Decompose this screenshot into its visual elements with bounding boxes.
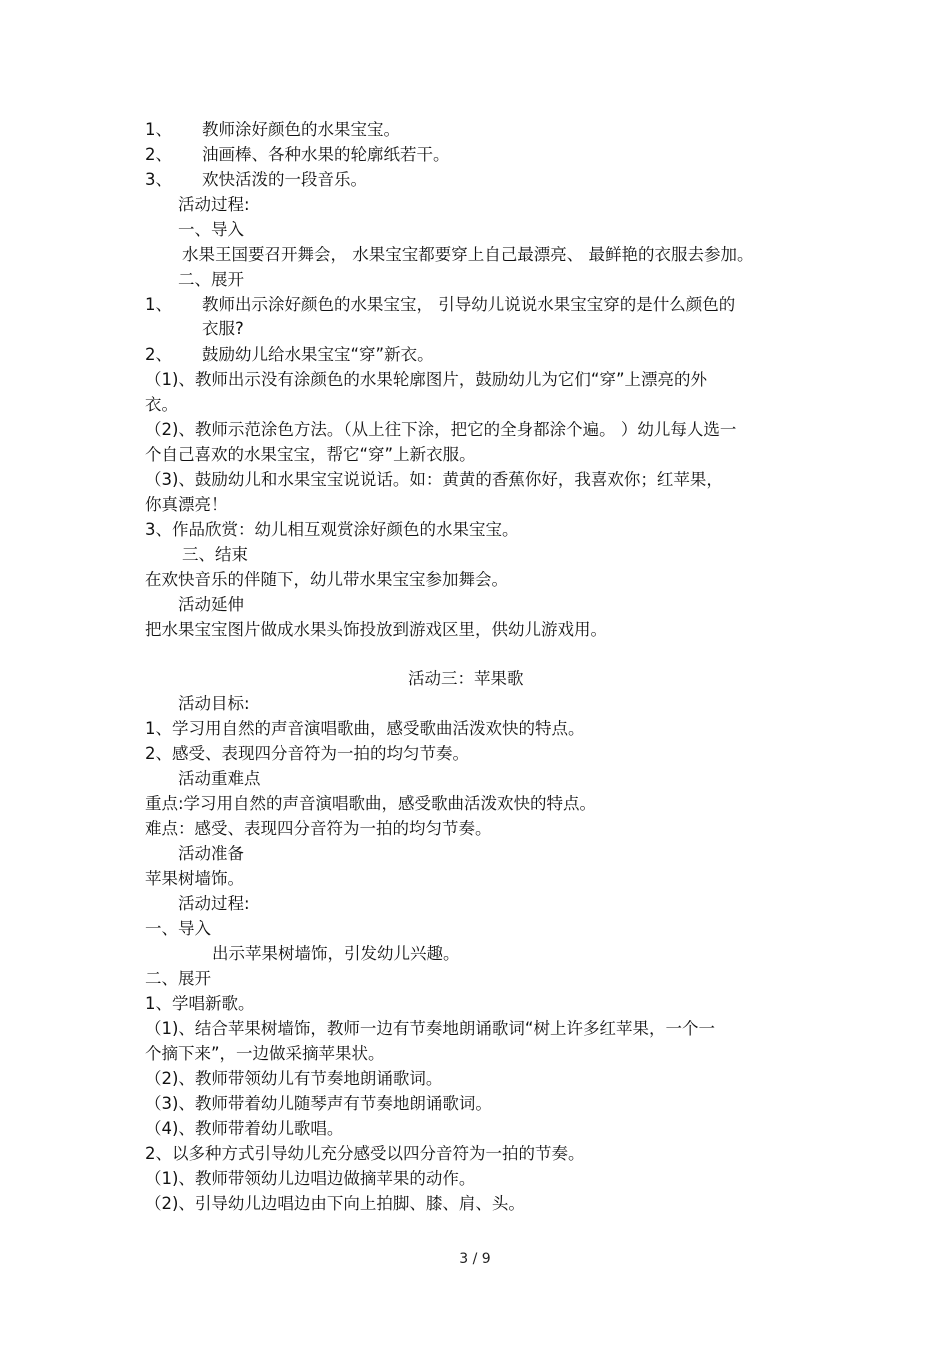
paragraph-text: 在欢快音乐的伴随下，幼儿带水果宝宝参加舞会。 — [145, 570, 508, 589]
paragraph-text: 个自己喜欢的水果宝宝，帮它“穿”上新衣服。 — [145, 445, 476, 464]
list-number: 3、 — [145, 170, 172, 189]
section-heading: 活动准备 — [178, 844, 244, 863]
section-heading: 活动过程: — [178, 195, 250, 214]
section-heading: 一、导入 — [178, 220, 244, 239]
section-heading: 二、展开 — [145, 969, 211, 988]
paragraph-text: （1)、教师带领幼儿边唱边做摘苹果的动作。 — [145, 1169, 476, 1188]
paragraph-text: （2)、教师示范涂色方法。（从上往下涂，把它的全身都涂个遍。 ）幼儿每人选一 — [145, 420, 737, 439]
paragraph-text: 出示苹果树墙饰，引发幼儿兴趣。 — [212, 944, 460, 963]
section-heading: 一、导入 — [145, 919, 211, 938]
paragraph-text: 衣。 — [145, 395, 178, 414]
paragraph-text: 苹果树墙饰。 — [145, 869, 244, 888]
paragraph-text: （1)、结合苹果树墙饰，教师一边有节奏地朗诵歌词“树上许多红苹果，一个一 — [145, 1019, 715, 1038]
list-text: 教师涂好颜色的水果宝宝。 — [202, 120, 400, 139]
paragraph-text: （1)、教师出示没有涂颜色的水果轮廓图片，鼓励幼儿为它们“穿”上漂亮的外 — [145, 370, 708, 389]
section-heading: 三、结束 — [182, 545, 248, 564]
list-number: 1、 — [145, 120, 172, 139]
paragraph-text: 1、学唱新歌。 — [145, 994, 255, 1013]
section-heading: 活动过程: — [178, 894, 250, 913]
section-heading: 二、展开 — [178, 270, 244, 289]
list-text: 教师出示涂好颜色的水果宝宝， 引导幼儿说说水果宝宝穿的是什么颜色的 — [202, 295, 736, 314]
paragraph-text: 水果王国要召开舞会， 水果宝宝都要穿上自己最漂亮、 最鲜艳的衣服去参加。 — [182, 245, 754, 264]
paragraph-text: 2、感受、表现四分音符为一拍的均匀节奏。 — [145, 744, 469, 763]
section-heading: 活动目标: — [178, 694, 250, 713]
list-number: 2、 — [145, 345, 172, 364]
paragraph-text: 2、以多种方式引导幼儿充分感受以四分音符为一拍的节奏。 — [145, 1144, 585, 1163]
paragraph-text: 难点：感受、表现四分音符为一拍的均匀节奏。 — [145, 819, 492, 838]
paragraph-text: 3、作品欣赏：幼儿相互观赏涂好颜色的水果宝宝。 — [145, 520, 519, 539]
list-text: 欢快活泼的一段音乐。 — [202, 170, 367, 189]
list-number: 1、 — [145, 295, 172, 314]
paragraph-text: （2)、教师带领幼儿有节奏地朗诵歌词。 — [145, 1069, 443, 1088]
paragraph-text: （4)、教师带着幼儿歌唱。 — [145, 1119, 344, 1138]
activity-title: 活动三：苹果歌 — [408, 669, 524, 688]
list-text: 鼓励幼儿给水果宝宝“穿”新衣。 — [202, 345, 434, 364]
list-text: 油画棒、各种水果的轮廓纸若干。 — [202, 145, 450, 164]
section-heading: 活动重难点 — [178, 769, 261, 788]
paragraph-text: （3)、教师带着幼儿随琴声有节奏地朗诵歌词。 — [145, 1094, 492, 1113]
paragraph-text: 你真漂亮！ — [145, 495, 228, 514]
paragraph-text: 个摘下来”，一边做采摘苹果状。 — [145, 1044, 385, 1063]
paragraph-text: 1、学习用自然的声音演唱歌曲，感受歌曲活泼欢快的特点。 — [145, 719, 585, 738]
list-number: 2、 — [145, 145, 172, 164]
paragraph-text: （3)、鼓励幼儿和水果宝宝说说话。如：黄黄的香蕉你好，我喜欢你；红苹果， — [145, 470, 723, 489]
paragraph-text: （2)、引导幼儿边唱边由下向上拍脚、膝、肩、头。 — [145, 1194, 525, 1213]
paragraph-text: 重点:学习用自然的声音演唱歌曲，感受歌曲活泼欢快的特点。 — [145, 794, 597, 813]
paragraph-text: 把水果宝宝图片做成水果头饰投放到游戏区里，供幼儿游戏用。 — [145, 620, 607, 639]
paragraph-text: 衣服? — [202, 319, 244, 338]
page-number: 3 / 9 — [459, 1251, 491, 1267]
section-heading: 活动延伸 — [178, 595, 244, 614]
